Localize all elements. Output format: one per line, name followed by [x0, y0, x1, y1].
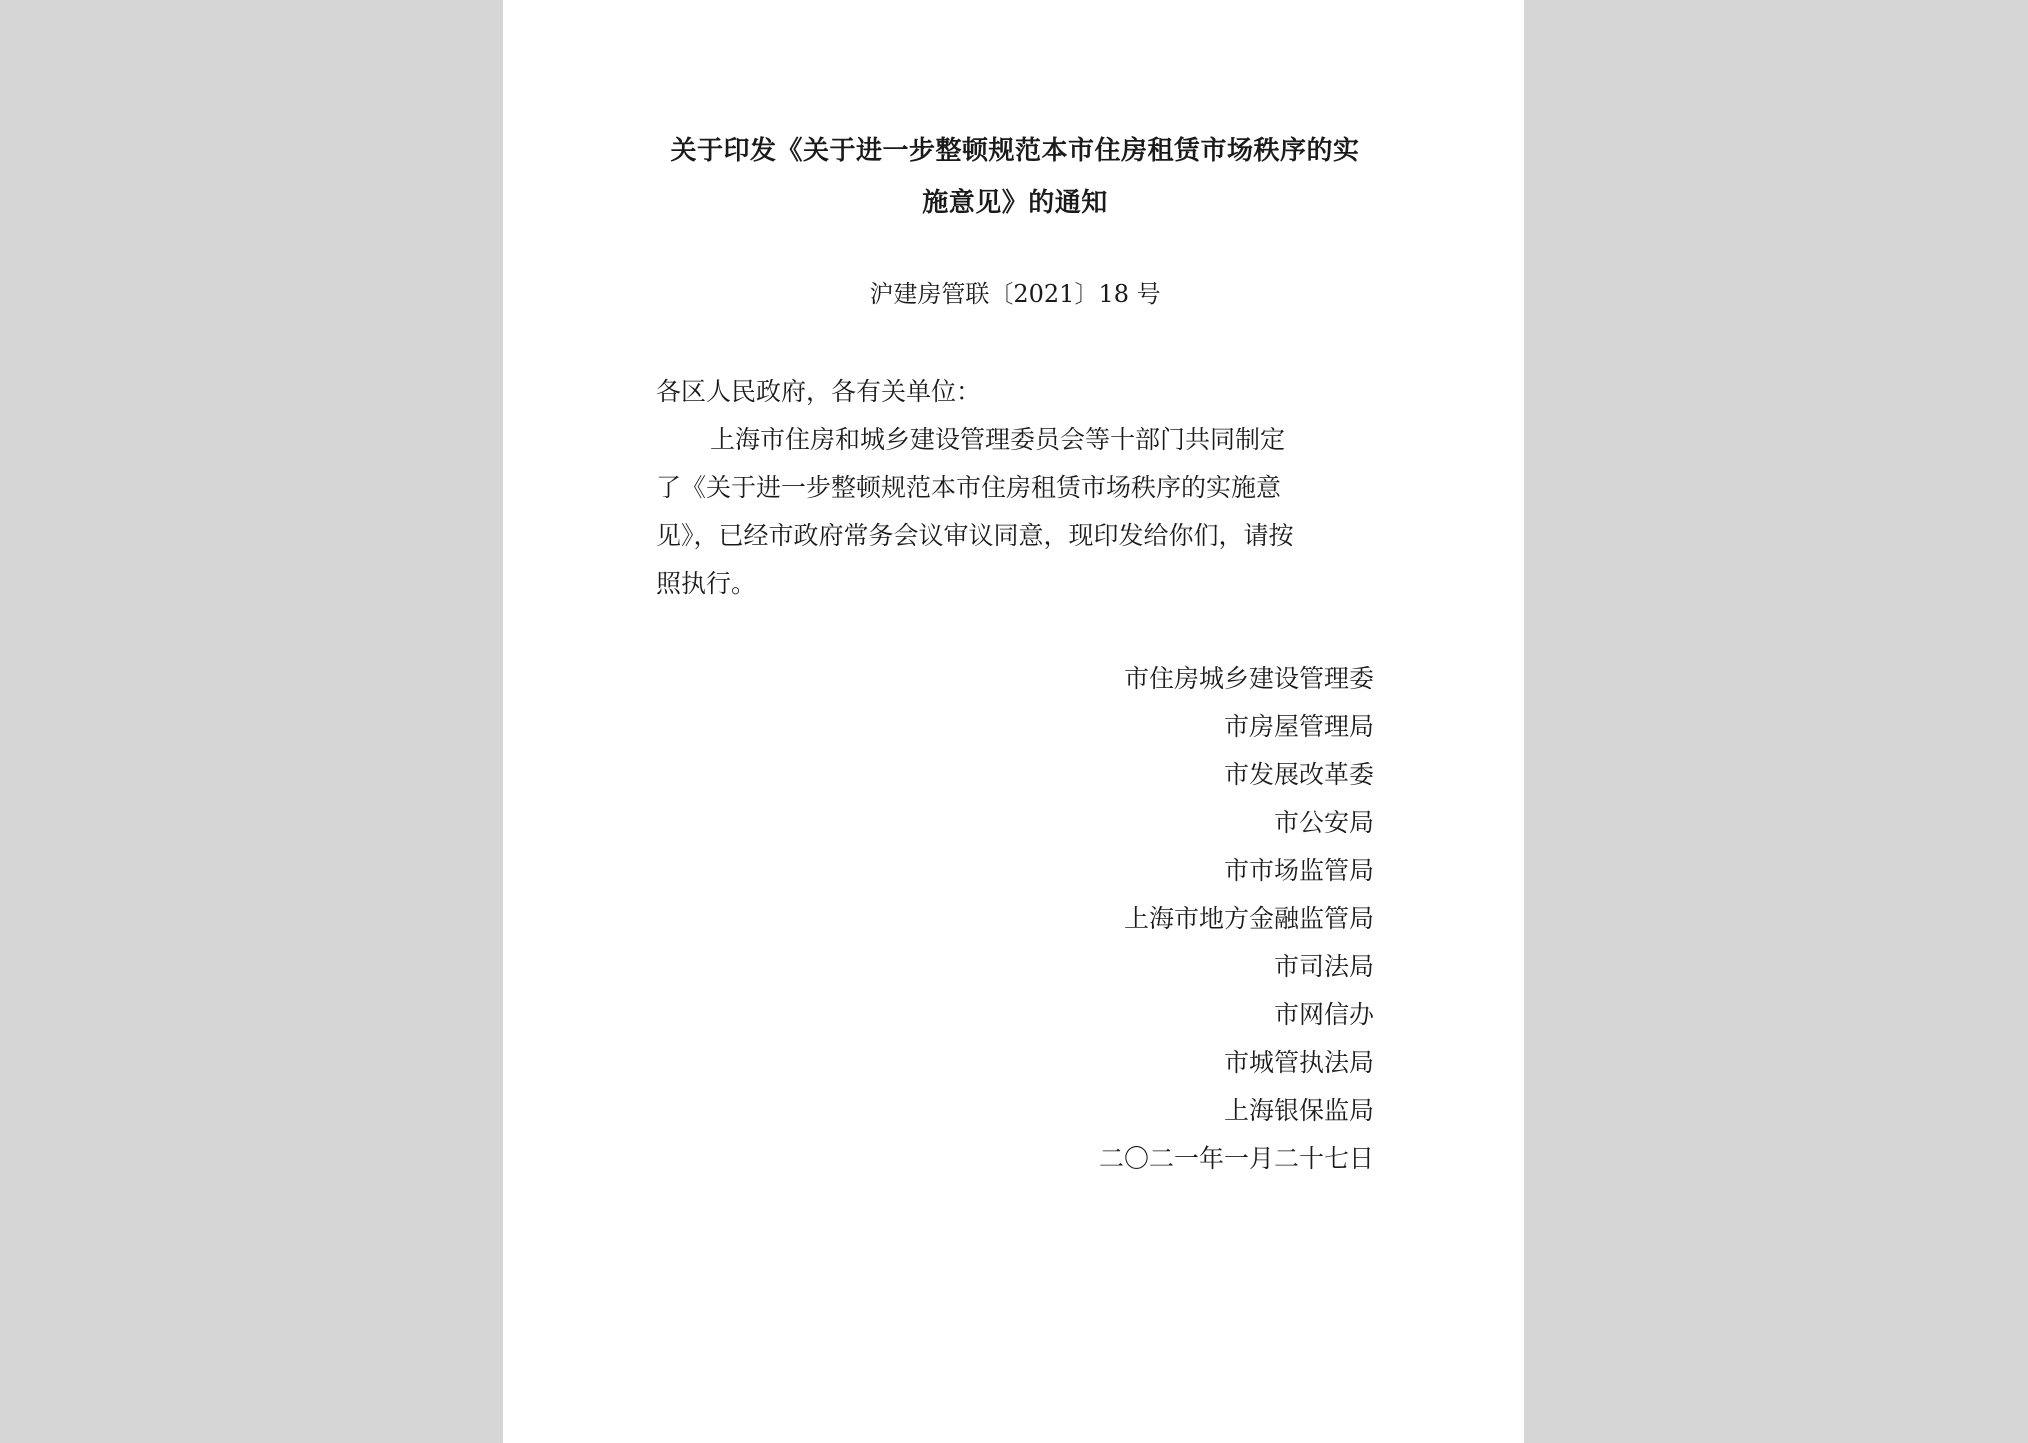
signature-block: [1099, 655, 1374, 1183]
issue-date: 二〇二一年一月二十七日: [1098, 1144, 1374, 1173]
body-line: 上海市住房和城乡建设管理委员会等十部门共同制定: [710, 425, 1286, 454]
signatory: 市公安局: [1273, 808, 1374, 837]
signatory: 市市场监管局: [1223, 856, 1374, 885]
body-line: 了《关于进一步整顿规范本市住房租赁市场秩序的实施意: [656, 473, 1282, 502]
signatory: 市司法局: [1273, 952, 1374, 981]
title-line-1: 关于印发《关于进一步整顿规范本市住房租赁市场秩序的实: [670, 136, 1360, 166]
title-line-2: 施意见》的通知: [922, 188, 1108, 218]
salutation: 各区人民政府，各有关单位：: [656, 377, 982, 406]
signatory: 市住房城乡建设管理委: [1123, 664, 1374, 693]
signatory: 市城管执法局: [1223, 1048, 1374, 1077]
signatory: 上海市地方金融监管局: [1123, 904, 1374, 933]
body-line: 照执行。: [656, 569, 757, 598]
document-title: [656, 125, 1374, 229]
signatory: 市房屋管理局: [1223, 712, 1374, 741]
signatory: 市网信办: [1273, 1000, 1374, 1029]
document-page: [503, 0, 1524, 1443]
signatory: 上海银保监局: [1223, 1096, 1374, 1125]
body-line: 见》，已经市政府常务会议审议同意，现印发给你们，请按: [656, 521, 1294, 550]
document-number: 沪建房管联〔2021〕18 号: [869, 280, 1161, 308]
document-body: [656, 368, 1374, 608]
signatory: 市发展改革委: [1223, 760, 1374, 789]
